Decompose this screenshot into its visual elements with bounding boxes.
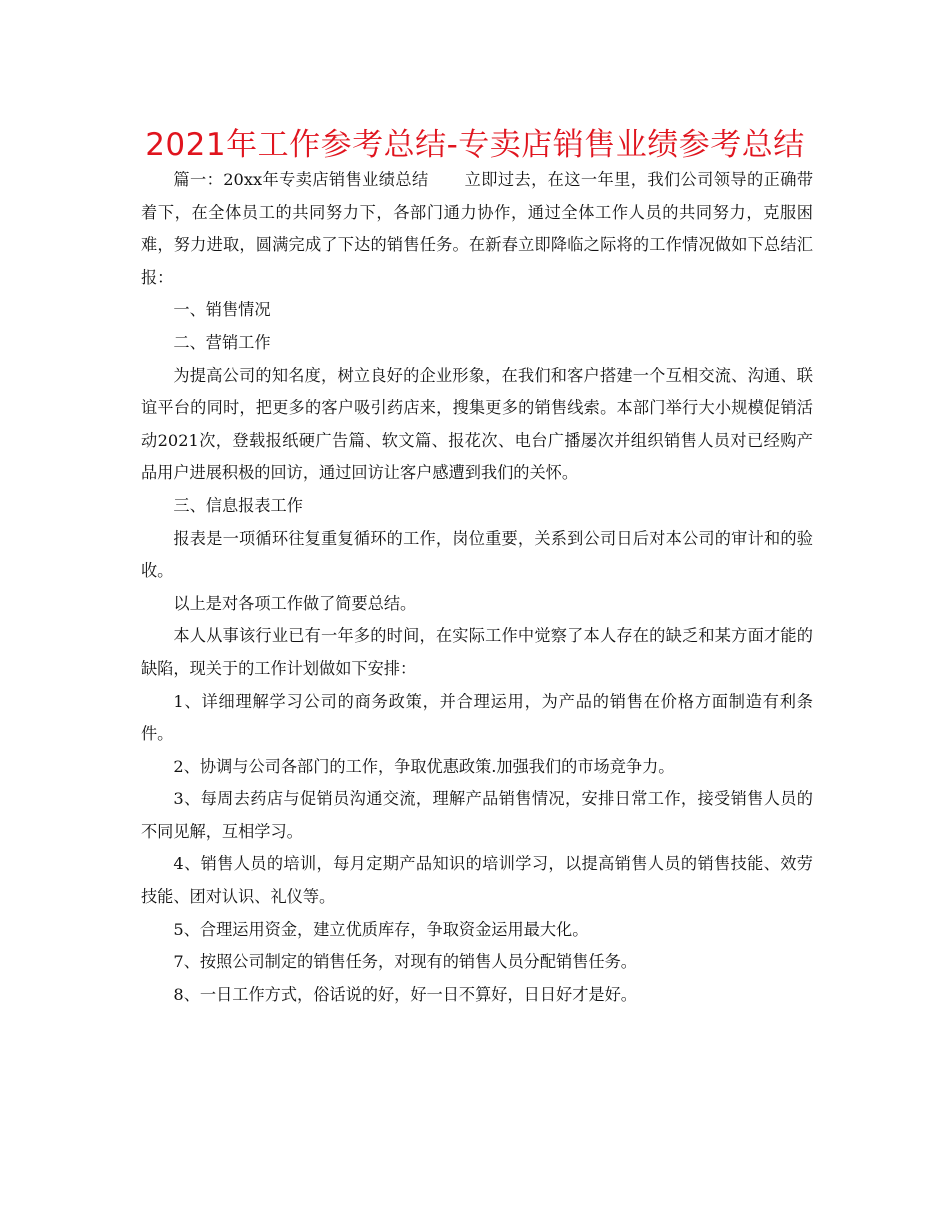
plan-item-8: 8、一日工作方式，俗话说的好，好一日不算好，日日好才是好。 (173, 984, 637, 1004)
section-heading-marketing: 二、营销工作 (173, 332, 271, 352)
intro-heading: 篇一：20xx年专卖店销售业绩总结 (173, 170, 429, 189)
plan-item-5: 5、合理运用资金，建立优质库存，争取资金运用最大化。 (173, 919, 589, 939)
document-body (141, 164, 813, 1011)
section-heading-sales: 一、销售情况 (173, 300, 271, 320)
document-title: 2021年工作参考总结-专卖店销售业绩参考总结 (145, 127, 805, 163)
intro-paragraph (141, 164, 813, 294)
plan-item-7: 7、按照公司制定的销售任务，对现有的销售人员分配销售任务。 (173, 952, 637, 972)
plan-item-4: 4、销售人员的培训，每月定期产品知识的培训学习，以提高销售人员的销售技能、效劳技能、团对认识、礼仪等。 (141, 854, 813, 907)
paragraph-reports: 报表是一项循环往复重复循环的工作，岗位重要，关系到公司日后对本公司的审计和的验收。 (141, 528, 813, 581)
plan-item-3: 3、每周去药店与促销员沟通交流，理解产品销售情况，安排日常工作，接受销售人员的不同见解，互相学习。 (141, 789, 813, 841)
paragraph-summary: 以上是对各项工作做了简要总结。 (173, 593, 417, 613)
plan-item-1: 1、详细理解学习公司的商务政策，并合理运用，为产品的销售在价格方面制造有利条件。 (141, 691, 813, 744)
intro-text: 立即过去，在这一年里，我们公司领导的正确带着下，在全体员工的共同努力下，各部门通力协作，通过全体工作人员的共同努力，克服困难，努力进取，圆满完成了下达的销售任务。在新春立即降临之际将的工作情况做如下总结汇报： (141, 170, 814, 287)
section-heading-reports: 三、信息报表工作 (173, 495, 303, 515)
paragraph-marketing: 为提高公司的知名度，树立良好的企业形象，在我们和客户搭建一个互相交流、沟通、联谊平台的同时，把更多的客户吸引药店来，搜集更多的销售线索。本部门举行大小规模促销活动2021次，登载报纸硬广告篇、软文篇、报花次、电台广播屡次并组织销售人员对已经购产品用户进展积极的回访，通过回访让客户感遭到我们的关怀。 (141, 365, 813, 483)
plan-item-2: 2、协调与公司各部门的工作，争取优惠政策.加强我们的市场竞争力。 (173, 756, 675, 776)
paragraph-plan-intro: 本人从事该行业已有一年多的时间，在实际工作中觉察了本人存在的缺乏和某方面才能的缺陷，现关于的工作计划做如下安排： (141, 626, 813, 678)
